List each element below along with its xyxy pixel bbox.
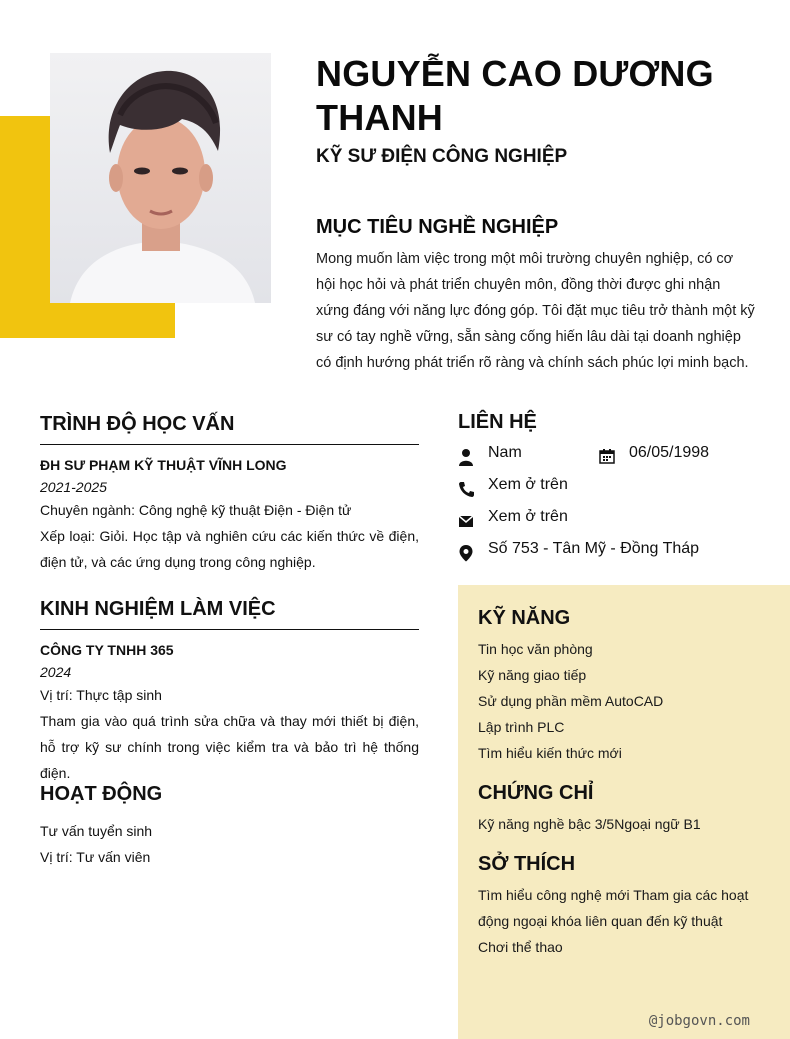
job-title: KỸ SƯ ĐIỆN CÔNG NGHIỆP [316, 146, 568, 167]
location-icon [458, 544, 474, 562]
activities-heading: HOẠT ĐỘNG [40, 783, 163, 805]
experience-section [40, 598, 419, 786]
side-panel [458, 585, 790, 1039]
experience-heading: KINH NGHIỆM LÀM VIỆC [40, 598, 419, 630]
experience-period: 2024 [40, 664, 72, 680]
education-period: 2021-2025 [40, 479, 107, 495]
hobby-text: Tìm hiểu công nghệ mới Tham gia các hoạt động ngoại khóa liên quan đến kỹ thuật [478, 887, 749, 929]
calendar-icon [599, 448, 615, 464]
experience-position: Vị trí: Thực tập sinh [40, 687, 162, 703]
skills-heading: KỸ NĂNG [478, 607, 571, 629]
hobby-text: Chơi thể thao [478, 939, 563, 955]
education-section [40, 413, 419, 575]
certificate-text: Kỹ năng nghề bậc 3/5Ngoại ngữ B1 [478, 816, 701, 832]
user-icon [458, 448, 474, 466]
contact-row-gender [458, 442, 778, 474]
birthday-text: 06/05/1998 [629, 444, 710, 461]
experience-description: Tham gia vào quá trình sửa chữa và thay mới thiết bị điện, hỗ trợ kỹ sư chính trong việc kiểm tra và bảo trì hệ thống điện. [40, 713, 419, 781]
hobbies-heading: SỞ THÍCH [478, 853, 576, 875]
activity-item: Vị trí: Tư vấn viên [40, 849, 151, 865]
address-text: Số 753 - Tân Mỹ - Đồng Tháp [488, 540, 700, 557]
email-icon [458, 512, 474, 530]
skill-item: Lập trình PLC [478, 719, 565, 735]
skill-item: Kỹ năng giao tiếp [478, 667, 587, 683]
candidate-name: NGUYỄN CAO DƯƠNG THANH [316, 53, 714, 138]
education-major: Chuyên ngành: Công nghệ kỹ thuật Điện - Điện tử [40, 502, 352, 518]
watermark: @jobgovn.com [648, 1013, 750, 1029]
phone-icon [458, 480, 474, 498]
profile-photo [50, 53, 271, 303]
activities-section [40, 783, 419, 870]
education-heading: TRÌNH ĐỘ HỌC VẤN [40, 413, 419, 445]
school-name: ĐH SƯ PHẠM KỸ THUẬT VĨNH LONG [40, 457, 287, 473]
objective-heading: MỤC TIÊU NGHỀ NGHIỆP [316, 216, 559, 238]
contact-section [458, 411, 778, 570]
objective-text: Mong muốn làm việc trong một môi trường chuyên nghiệp, có cơ hội học hỏi và phát triển chuyên môn, đồng thời được ghi nhận xứng đáng với năng lực đóng góp. Tôi đặt mục tiêu trở thành một kỹ sư có tay nghề vững, sẵn sàng cống hiến lâu dài tại doanh nghiệp có định hướng phát triển rõ ràng và chính sách phúc lợi minh bạch. [316, 251, 755, 371]
education-grade: Xếp loại: Giỏi. Học tập và nghiên cứu các kiến thức về điện, điện tử, và các ứng dụng trong công nghiệp. [40, 528, 419, 570]
gender-text: Nam [488, 444, 522, 461]
contact-heading: LIÊN HỆ [458, 411, 537, 433]
contact-row-email [458, 506, 778, 538]
email-text: Xem ở trên [488, 508, 568, 525]
company-name: CÔNG TY TNHH 365 [40, 642, 174, 658]
skill-item: Tin học văn phòng [478, 641, 593, 657]
contact-row-address [458, 538, 778, 570]
activity-item: Tư vấn tuyển sinh [40, 823, 153, 839]
contact-row-phone [458, 474, 778, 506]
skill-item: Tìm hiểu kiến thức mới [478, 745, 622, 761]
skill-item: Sử dụng phần mềm AutoCAD [478, 693, 664, 709]
phone-text: Xem ở trên [488, 476, 568, 493]
certificates-heading: CHỨNG CHỈ [478, 782, 594, 804]
